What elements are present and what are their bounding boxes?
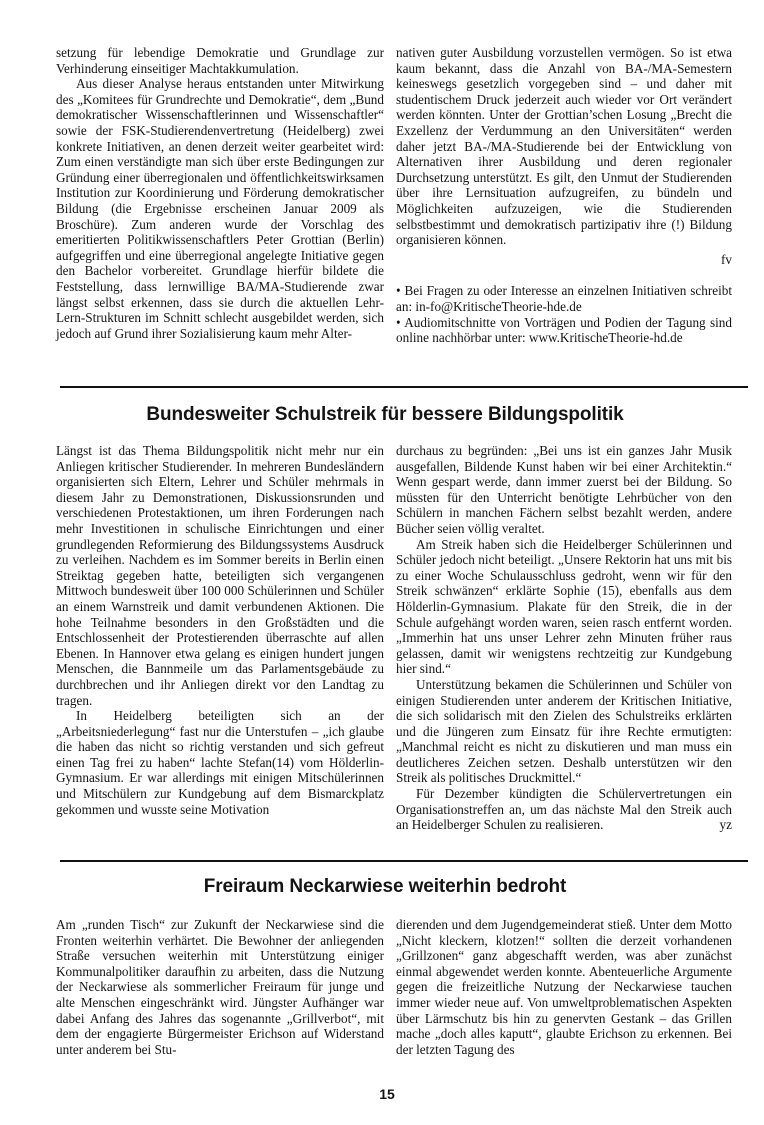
paragraph: durchaus zu begründen: „Bei uns ist ein ganzes Jahr Musik ausgefallen, Bildende Kunst haben wir bei einer Architektin.“ Wenn gespart werde, dann immer zuerst bei der Bildung. So müssten für den Unterricht benötigte Lehrbücher von den Schülern in manchen Fächern selbst bezahlt werden, andere Bücher seien völlig veraltet.: [396, 443, 732, 536]
article2-right-column: [396, 443, 732, 833]
paragraph: Am „runden Tisch“ zur Zukunft der Neckarwiese sind die Fronten weiterhin verhärtet. Die Bewohner der anliegenden Straße versuchen weiterhin mit Unterstützung einiger Kommunalpolitiker daraufhin zu arbeiten, dass die Nutzung der Neckarwiese als sommerlicher Freiraum für junge und alte Menschen eingeschränkt wird. Jüngster Aufhänger war dabei Anfang des Jahres das sogenannte „Grillverbot“, mit dem der engagierte Bürgermeister Erichson auf Widerstand unter anderem bei Stu-: [56, 917, 384, 1057]
article3-headline: Freiraum Neckarwiese weiterhin bedroht: [203, 876, 567, 897]
contact-list: [396, 283, 732, 345]
page-number: 15: [379, 1086, 395, 1102]
article3-left-column: [56, 917, 384, 1057]
audio-link-note: • Audiomitschnitte von Vorträgen und Podien der Tagung sind online nachhörbar unter: www.KritischeTheorie-hd.de: [396, 314, 732, 346]
paragraph: Aus dieser Analyse heraus entstanden unter Mitwirkung des „Komitees für Grundrechte und Demokratie“, dem „Bund demokratischer Wissenschaftlerinnen und Wissenschaftler“ sowie der FSK-Studierendenvertretung (Heidelberg) zwei konkrete Initiativen, an denen derzeit weiter gearbeitet wird: Zum einen verständigte man sich über erste Bedingungen zur Gründung einer überregionalen und öffentlichkeitswirksamen Institution zur Koordinierung und Förderung demokratischer Bildung (die Ergebnisse erscheinen Januar 2009 als Broschüre). Zum anderen wurde der Vorschlag des emeritierten Politikwissenschaftlers Peter Grottian (Berlin) aufgegriffen und eine überregional angelegte Initiative gegen den Bachelor vorbereitet. Grundlage hierfür bildete die Feststellung, dass lernwillige BA/MA-Studierende zwar längst selbst erkennen, dass sie durch die aktuellen Lehr-Lern-Strukturen im Schnitt schlecht ausgebildet werden, sich jedoch auf Grund ihrer Sozialisierung kaum mehr Alter-: [56, 76, 384, 341]
paragraph: In Heidelberg beteiligten sich an der „Arbeitsniederlegung“ fast nur die Unterstufen – „ich glaube die haben das nicht so richtig verstanden und sich gefreut einen Tag frei zu haben“ lachte Stefan(14) vom Hölderlin-Gymnasium. Er war allerdings mit einigen Mitschülerinnen und Mitschülern zur Kundgebung auf dem Bismarckplatz gekommen und wusste seine Motivation: [56, 708, 384, 817]
article3-right-column: [396, 917, 732, 1057]
paragraph: nativen guter Ausbildung vorzustellen vermögen. So ist etwa kaum bekannt, dass die Anzahl von BA-/MA-Semestern keineswegs gesetzlich vorgegeben sind – und daher mit studentischem Druck jederzeit auch wieder vor Ort verändert werden könnten. Unter der Grottian’schen Losung „Brecht die Exzellenz der Verdummung an den Universitäten“ werden daher jetzt BA-/MA-Studierende bei der Entwicklung von Alternativen ihrer Ausbildung und deren regionaler Durchsetzung unterstützt. Es gilt, den Unmut der Studierenden über ihre Lernsituation aufzugreifen, zu bündeln und Möglichkeiten aufzuzeigen, wie die Studierenden selbstbestimmt und demokratisch partizipativ ihre (!) Bildung organisieren können.: [396, 45, 732, 248]
section-divider: [60, 860, 748, 862]
author-signature: fv: [721, 251, 732, 267]
paragraph: Am Streik haben sich die Heidelberger Schülerinnen und Schüler jedoch nicht beteiligt. „Unsere Rektorin hat uns mit bis zu einer Woche Schulausschluss gedroht, wenn wir für den Streik schwänzen“ erklärte Sophie (15), ebenfalls aus dem Hölderlin-Gymnasium. Plakate für den Streik, die in der Schule aufgehängt worden waren, seien rasch entfernt worden. „Immerhin hat uns unser Lehrer zehn Minuten früher raus gelassen, damit wir wenigstens rechtzeitig zur Kundgebung hier sind.“: [396, 536, 732, 677]
paragraph: dierenden und dem Jugendgemeinderat stieß. Unter dem Motto „Nicht kleckern, klotzen!“ sollten die derzeit vorhandenen „Grillzonen“ ganz abgeschafft werden, was aber zunächst einmal abgewendet werden konnte. Abenteuerliche Argumente gegen die freizeitliche Nutzung der Neckarwiese tauchen immer wieder neue auf. Von umweltproblematischen Aspekten über Lärmschutz bis hin zu genervten Gestank – das Grillen mache „doch alles kaputt“, glaubte Erichson zu erkennen. Bei der letzten Tagung des: [396, 917, 732, 1057]
paragraph: Unterstützung bekamen die Schülerinnen und Schüler von einigen Studierenden unter anderem der Kritischen Initiative, die sich solidarisch mit den Zielen des Schulstreiks erklärten und die Jüngeren zum Einsatz für ihre Rechte ermutigten: „Manchmal reicht es nicht zu diskutieren und man muss ein deutlicheres Zeichen setzen. Deshalb unterstützen wir den Streik als politisches Druckmittel.“: [396, 676, 732, 786]
author-signature: yz: [719, 817, 732, 833]
paragraph: Für Dezember kündigten die Schülervertretungen ein Organisationstreffen an, um das nächste Mal den Streik auch an Heidelberger Schulen zu realisieren.: [396, 786, 732, 833]
paragraph: Längst ist das Thema Bildungspolitik nicht mehr nur ein Anliegen kritischer Studierender. In mehreren Bundesländern organisierten sich Eltern, Lehrer und Schüler mehrmals in diesem Jahr zu Demonstrationen, Diskussionsrunden und verschiedenen Protestaktionen, um ihren Forderungen nach mehr Investitionen in schulische Einrichtungen und einer grundlegenden Reformierung des Bildungssystems Ausdruck zu verleihen. Nachdem es im Sommer bereits in Berlin einen Streiktag gegeben hatte, beteiligten sich vergangenen Mittwoch bundesweit über 100 000 Schülerinnen und Schüler an einem Warnstreik und damit verbundenen Aktionen. Die hohe Teilnahme besonders in den Großstädten und die Entschlossenheit der Protestierenden überraschte auf allen Ebenen. In Hannover etwa gelang es einigen hundert jungen Menschen, die Bannmeile um das Parlamentsgebäude zu durchbrechen und ihr Anliegen direkt vor den Landtag zu tragen.: [56, 443, 384, 708]
article2-headline: Bundesweiter Schulstreik für bessere Bildungspolitik: [146, 404, 624, 425]
paragraph: setzung für lebendige Demokratie und Grundlage zur Verhinderung einseitiger Machtakkumulation.: [56, 45, 384, 76]
section-divider: [60, 386, 748, 388]
article2-left-column: [56, 443, 384, 817]
article1-left-column: [56, 45, 384, 341]
article1-right-column: [396, 45, 732, 346]
contact-email-note: • Bei Fragen zu oder Interesse an einzelnen Initiativen schreibt an: in-fo@KritischeTheorie-hde.de: [396, 283, 732, 314]
